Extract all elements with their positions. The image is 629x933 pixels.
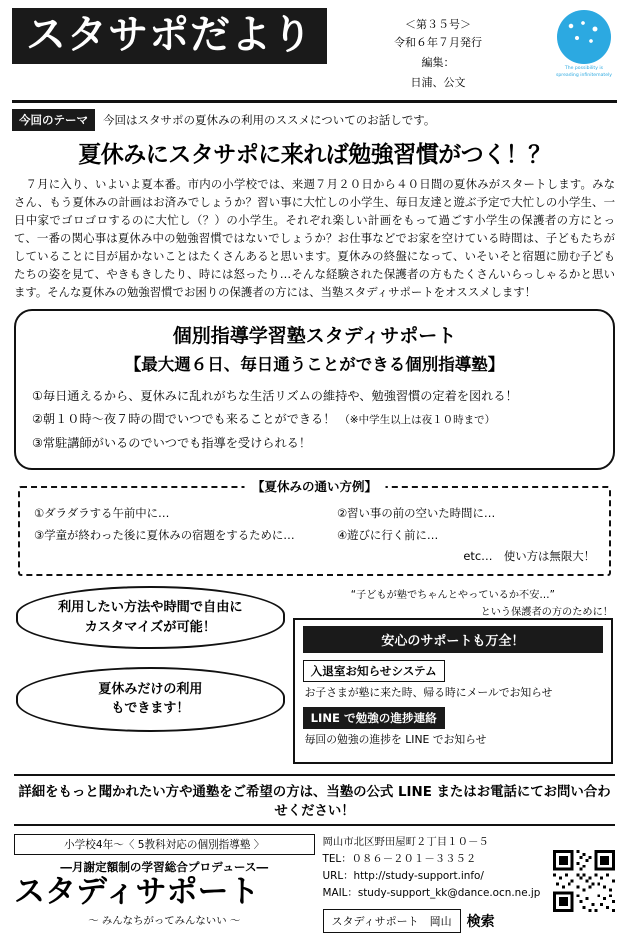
article-headline: 夏休みにスタサポに来れば勉強習慣がつく！？ (78, 141, 551, 168)
page-footer (14, 834, 615, 932)
contact-address: 岡山市北区野田屋町２丁目１０－５ (322, 836, 489, 849)
contact-url[interactable]: URL：http://study-support.info/ (322, 870, 484, 883)
cta-banner: 詳細をもっと聞かれたい方や通塾をご希望の方は、当塾の公式 LINE またはお電話にてお問い合わせください！ (14, 774, 615, 826)
usage-examples-columns (34, 502, 595, 546)
school-name: 個別指導学習塾スタディサポート (172, 324, 457, 347)
list-item (32, 408, 597, 432)
footer-badge: 小学校4年～〈 5教科対応の個別指導塾 〉 (14, 834, 315, 855)
school-feature-list (32, 385, 597, 456)
footer-brand (14, 834, 315, 932)
footer-tagline-top: ―月謝定額制の学習総合プロデュース― (60, 860, 269, 875)
qr-code (553, 850, 615, 912)
header-divider (12, 100, 617, 103)
bubble-summer-only-line1: 夏休みだけの利用 (98, 681, 203, 697)
bubbles-column (16, 586, 285, 732)
support-item (303, 707, 603, 747)
school-subtitle: 【最大週６日、毎日通うことができる個別指導塾】 (124, 354, 505, 374)
issue-date: 令和６年７月発行 (394, 36, 482, 50)
support-quote-top: “子どもが塾でちゃんとやっているか不安…” (350, 590, 555, 602)
support-title: 安心のサポートも万全！ (303, 626, 603, 653)
footer-contact (323, 834, 616, 932)
usage-examples-legend: 【夏休みの通い方例】 (244, 477, 385, 495)
logo-caption (551, 66, 617, 80)
support-item-head: LINE で勉強の進捗連絡 (303, 707, 445, 729)
contact-tel: TEL：０８６－２０１－３３５２ (322, 853, 477, 866)
support-item-desc: 毎回の勉強の進捗を LINE でお知らせ (304, 733, 487, 747)
bubble-summer-only (16, 667, 285, 733)
support-quote-bottom: という保護者の方のために！ (480, 607, 613, 619)
contact-mail[interactable]: MAIL：study-support_kk@dance.ocn.ne.jp (322, 887, 541, 900)
list-item-text: ②朝１０時～夜７時の間でいつでも来ることができる！ (32, 412, 336, 427)
support-box (293, 618, 613, 764)
support-column (293, 586, 613, 764)
theme-text: 今回はスタサポの夏休みの利用のススメについてのお話しです。 (103, 112, 436, 127)
list-item: ④遊びに行く前に… (336, 528, 439, 543)
bubble-customize-line1: 利用したい方法や時間で自由に (58, 600, 243, 616)
bubble-customize (16, 586, 285, 648)
page-title: スタサポだより (12, 8, 327, 64)
bubble-summer-only-line2: もできます！ (111, 700, 190, 716)
list-item: ①ダラダラする午前中に… (34, 506, 170, 521)
theme-row (12, 109, 617, 131)
list-item-note: （※中学生以上は夜１０時まで） (339, 414, 496, 427)
bubble-customize-line2: カスタマイズが可能！ (84, 619, 217, 635)
editor-label: 編集： (421, 56, 455, 70)
usage-examples-col-left (34, 502, 337, 546)
logo-caption-line2: spreading infinitemately (555, 72, 613, 78)
editor-names: 日浦、公文 (410, 76, 466, 90)
support-item-head: 入退室お知らせシステム (303, 660, 445, 682)
footer-logo: スタディサポート (14, 874, 260, 911)
issue-number: ＜第３５号＞ (405, 18, 471, 31)
article-body: ７月に入り、いよいよ夏本番。市内の小学校では、来週７月２０日から４０日間の夏休みがスタートします。みなさん、もう夏休みの計画はお済みでしょうか？習い事に大忙しの小学生、毎日友達と遊ぶ予定で大忙しの小学生、一日中家でゴロゴロするのに大忙し（？）の小学生。それぞれ楽しい計画をもって過ごす小学生の保護者の方にとって、一番の関心事は夏休み中の勉強習慣ではないでしょうか？お仕事などでお家を空けている時間は、子どもたちがしていることに目が届かないことはたくさんあると思います。夏休みの終盤になって、いそいそと宿題に励む子どもたちの姿を見て、やきもきしたり、時には怒ったり…そんな経験された保護者の方もたくさんいらっしゃるかと思います。そんな夏休みの勉強習慣でお困りの保護者の方には、当塾スタディサポートをオススメします！ (14, 176, 615, 299)
usage-examples-tail: etc… 使い方は無限大！ (463, 549, 595, 564)
list-item: ③常駐講師がいるのでいつでも指導を受けられる！ (32, 436, 312, 451)
usage-examples-section (18, 479, 611, 576)
theme-tag: 今回のテーマ (12, 109, 95, 131)
list-item: ①毎日通えるから、夏休みに乱れがちな生活リズムの維持や、勉強習慣の定着を図れる！ (32, 388, 518, 403)
list-item: ③学童が終わった後に夏休みの宿題をするために… (34, 528, 295, 543)
support-item-desc: お子さまが塾に来た時、帰る時にメールでお知らせ (304, 686, 553, 700)
school-info-box (14, 309, 615, 470)
support-item (303, 660, 603, 700)
logo-circle-icon (557, 10, 611, 64)
usage-examples-box (18, 486, 611, 576)
lower-section (16, 586, 613, 764)
footer-tagline-bottom: 〜 みんなちがってみんないい 〜 (88, 915, 241, 928)
page-header (12, 8, 617, 93)
header-meta (327, 8, 549, 93)
usage-examples-col-right (337, 502, 595, 546)
qr-code-icon (553, 850, 615, 912)
search-input[interactable]: スタディサポート 岡山 (323, 909, 461, 933)
logo-caption-line1: The possibility is (564, 66, 604, 71)
brand-logo (551, 10, 617, 88)
list-item: ②習い事の前の空いた時間に… (336, 506, 496, 521)
search-button[interactable]: 検索 (466, 913, 495, 930)
